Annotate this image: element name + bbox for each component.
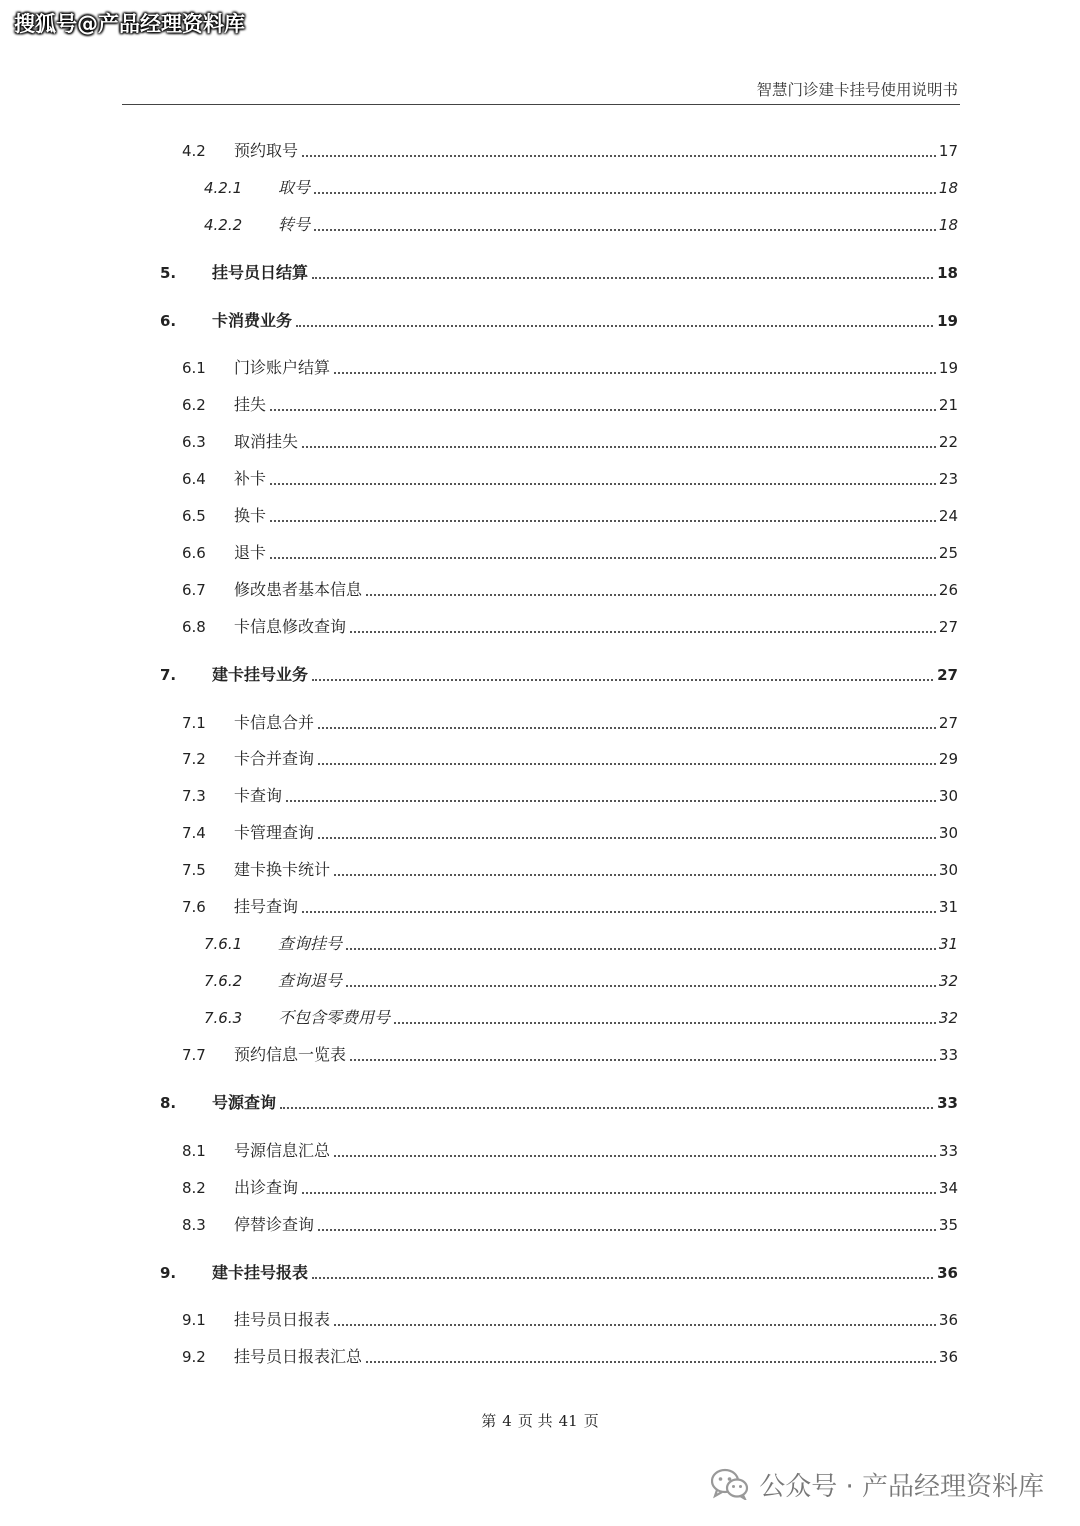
footer-page-number: 4 [502,1412,512,1430]
toc-entry-title: 号源查询 [212,1090,278,1116]
toc-leader-dots [312,277,940,279]
toc-entry-number: 4.2.1 [204,179,243,197]
toc-leader-dots [318,727,940,729]
toc-entry-number: 8. [160,1094,177,1112]
toc-entry-page: 23 [936,466,958,492]
toc-entry-number: 6.6 [182,544,206,562]
toc-entry-title: 挂号员日结算 [212,260,310,286]
toc-entry-page: 27 [936,710,958,736]
toc-entry-page: 18 [934,260,958,286]
toc-entry-number: 7.6.2 [204,972,243,990]
toc-entry-title: 挂失 [234,392,268,418]
footer-total-pages: 41 [558,1412,578,1430]
toc-leader-dots [270,409,940,411]
toc-leader-dots [314,229,940,231]
toc-entry-number: 7.3 [182,787,206,805]
toc-entry-title: 停替诊查询 [234,1212,316,1238]
wechat-label: 公众号 · 产品经理资料库 [759,1471,1044,1502]
toc-entry-page: 30 [936,820,958,846]
toc-entry[interactable] [0,138,1080,164]
toc-entry[interactable] [0,1260,1080,1286]
toc-entry-title: 修改患者基本信息 [234,577,364,603]
toc-leader-dots [346,985,940,987]
toc-entry-number: 7.7 [182,1046,206,1064]
toc-entry-title: 卡管理查询 [234,820,316,846]
toc-entry[interactable] [0,894,1080,920]
toc-entry-page: 27 [936,614,958,640]
wechat-watermark [711,1464,1044,1504]
toc-entry-number: 8.1 [182,1142,206,1160]
toc-entry-page: 21 [936,392,958,418]
toc-entry-title: 挂号员日报表汇总 [234,1344,364,1370]
toc-entry[interactable] [0,662,1080,688]
toc-leader-dots [394,1022,940,1024]
toc-entry-title: 建卡挂号业务 [212,662,310,688]
toc-entry-title: 取消挂失 [234,429,300,455]
toc-entry-number: 7.5 [182,861,206,879]
toc-entry[interactable] [0,260,1080,286]
toc-entry[interactable] [0,857,1080,883]
toc-leader-dots [318,1229,940,1231]
toc-entry[interactable] [0,355,1080,381]
toc-entry[interactable] [0,577,1080,603]
toc-entry[interactable] [0,175,1080,201]
toc-entry-number: 8.3 [182,1216,206,1234]
toc-leader-dots [270,557,940,559]
toc-entry-page: 36 [936,1307,958,1333]
toc-entry-title: 建卡挂号报表 [212,1260,310,1286]
toc-leader-dots [286,800,940,802]
toc-entry[interactable] [0,1042,1080,1068]
toc-entry-number: 9.1 [182,1311,206,1329]
footer-suffix: 页 [583,1412,599,1430]
toc-entry-title: 出诊查询 [234,1175,300,1201]
toc-entry-title: 门诊账户结算 [234,355,332,381]
toc-entry[interactable] [0,931,1080,957]
footer-middle: 页 共 [517,1412,553,1430]
toc-entry[interactable] [0,1344,1080,1370]
toc-leader-dots [302,911,940,913]
toc-entry[interactable] [0,783,1080,809]
toc-entry[interactable] [0,614,1080,640]
toc-leader-dots [312,679,940,681]
toc-leader-dots [296,325,940,327]
toc-entry-number: 6.4 [182,470,206,488]
footer-prefix: 第 [481,1412,497,1430]
toc-entry-page: 33 [934,1090,958,1116]
toc-entry-number: 9. [160,1264,177,1282]
toc-entry-number: 6.1 [182,359,206,377]
toc-leader-dots [312,1277,940,1279]
toc-entry[interactable] [0,1307,1080,1333]
toc-entry[interactable] [0,540,1080,566]
toc-entry-number: 6.5 [182,507,206,525]
toc-entry[interactable] [0,820,1080,846]
toc-entry-title: 取号 [278,175,312,201]
document-title: 智慧门诊建卡挂号使用说明书 [756,81,958,99]
toc-entry-page: 29 [936,746,958,772]
toc-entry-title: 补卡 [234,466,268,492]
toc-entry-number: 7.6.1 [204,935,243,953]
toc-entry-title: 查询退号 [278,968,344,994]
toc-entry-page: 19 [936,355,958,381]
toc-entry-number: 8.2 [182,1179,206,1197]
toc-entry-title: 查询挂号 [278,931,344,957]
toc-entry-page: 30 [936,857,958,883]
toc-entry-title: 挂号员日报表 [234,1307,332,1333]
toc-entry-page: 34 [936,1175,958,1201]
toc-entry-page: 22 [936,429,958,455]
toc-leader-dots [314,192,940,194]
toc-entry-number: 5. [160,264,177,282]
toc-leader-dots [318,837,940,839]
toc-entry[interactable] [0,968,1080,994]
toc-entry[interactable] [0,212,1080,238]
toc-leader-dots [302,155,940,157]
toc-entry-number: 4.2.2 [204,216,243,234]
header-divider [122,104,960,105]
toc-entry-title: 挂号查询 [234,894,300,920]
toc-entry-page: 30 [936,783,958,809]
toc-entry-page: 31 [936,894,958,920]
toc-entry[interactable] [0,1005,1080,1031]
toc-entry-number: 9.2 [182,1348,206,1366]
toc-entry-number: 7.2 [182,750,206,768]
page-footer [0,1410,1080,1431]
toc-leader-dots [366,1361,940,1363]
toc-entry-number: 4.2 [182,142,206,160]
toc-entry-title: 不包含零费用号 [278,1005,392,1031]
toc-leader-dots [270,483,940,485]
toc-entry-page: 31 [936,931,958,957]
toc-leader-dots [334,874,940,876]
toc-entry[interactable] [0,392,1080,418]
toc-entry-page: 17 [936,138,958,164]
toc-entry-page: 18 [936,175,958,201]
toc-entry-number: 6.8 [182,618,206,636]
toc-entry[interactable] [0,466,1080,492]
toc-entry-number: 6. [160,312,177,330]
toc-entry[interactable] [0,308,1080,334]
toc-entry-title: 退卡 [234,540,268,566]
toc-entry-title: 号源信息汇总 [234,1138,332,1164]
toc-entry-page: 26 [936,577,958,603]
toc-entry-number: 7.1 [182,714,206,732]
toc-leader-dots [270,520,940,522]
toc-entry[interactable] [0,1175,1080,1201]
toc-entry[interactable] [0,1212,1080,1238]
toc-entry-page: 36 [934,1260,958,1286]
toc-entry-page: 27 [934,662,958,688]
toc-leader-dots [334,372,940,374]
toc-entry[interactable] [0,1138,1080,1164]
toc-entry-title: 换卡 [234,503,268,529]
toc-leader-dots [318,763,940,765]
toc-entry[interactable] [0,503,1080,529]
toc-entry-page: 33 [936,1138,958,1164]
watermark-text: 搜狐号@产品经理资料库 [14,12,245,36]
toc-leader-dots [334,1324,940,1326]
toc-entry-title: 预约信息一览表 [234,1042,348,1068]
toc-entry-page: 24 [936,503,958,529]
toc-entry-title: 卡合并查询 [234,746,316,772]
toc-leader-dots [346,948,940,950]
toc-entry-page: 36 [936,1344,958,1370]
toc-entry-number: 6.7 [182,581,206,599]
toc-entry[interactable] [0,746,1080,772]
toc-entry-title: 卡信息修改查询 [234,614,348,640]
toc-entry-number: 7.4 [182,824,206,842]
toc-leader-dots [280,1107,940,1109]
toc-leader-dots [302,446,940,448]
toc-leader-dots [302,1192,940,1194]
toc-entry-page: 32 [936,1005,958,1031]
toc-entry[interactable] [0,429,1080,455]
toc-entry-title: 建卡换卡统计 [234,857,332,883]
toc-entry-page: 33 [936,1042,958,1068]
toc-entry-title: 转号 [278,212,312,238]
toc-entry-page: 19 [934,308,958,334]
toc-entry-title: 卡查询 [234,783,284,809]
toc-entry-title: 卡信息合并 [234,710,316,736]
toc-leader-dots [350,1059,940,1061]
wechat-icon [711,1468,749,1500]
toc-entry-number: 6.2 [182,396,206,414]
toc-entry-number: 7.6.3 [204,1009,243,1027]
toc-entry[interactable] [0,1090,1080,1116]
toc-entry-number: 7.6 [182,898,206,916]
toc-leader-dots [350,631,940,633]
toc-entry-title: 预约取号 [234,138,300,164]
toc-entry-title: 卡消费业务 [212,308,294,334]
toc-entry[interactable] [0,710,1080,736]
toc-leader-dots [334,1155,940,1157]
toc-entry-number: 7. [160,666,177,684]
toc-entry-page: 35 [936,1212,958,1238]
toc-entry-page: 32 [936,968,958,994]
toc-entry-page: 25 [936,540,958,566]
toc-leader-dots [366,594,940,596]
toc-entry-number: 6.3 [182,433,206,451]
toc-entry-page: 18 [936,212,958,238]
